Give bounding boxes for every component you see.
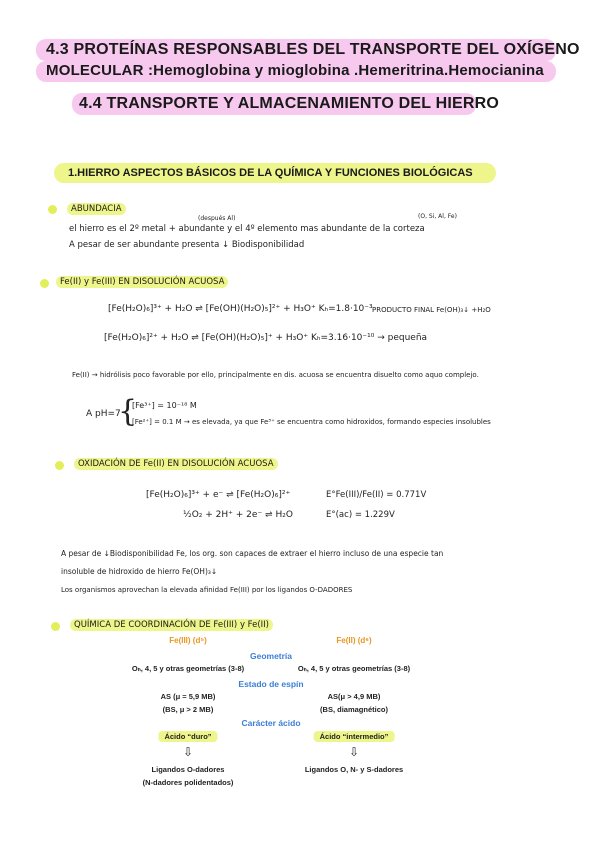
coord-acido-title: Carácter ácido: [241, 718, 301, 728]
equation-oxygen-potential: E°(ac) = 1.229V: [326, 510, 395, 520]
abundancia-annotation-top: (después Al): [198, 215, 236, 222]
coord-ligandos-fe3-sub: (N-dadores polidentados): [142, 778, 234, 787]
coord-geometria-fe2: Oₕ, 4, 5 y otras geometrías (3-8): [297, 664, 411, 673]
fe2-hydrolysis-text: Fe(II) → hidrólisis poco favorable por ello, principalmente en dis. acuosa se encuentra disuelto como aquo complejo.: [72, 371, 479, 379]
equation-fe3-product-note: PRODUCTO FINAL Fe(OH)₃↓ +H₂O: [372, 306, 491, 314]
bullet-fe-acuosa: [40, 279, 49, 288]
coord-acido-fe2: Ácido “intermedio”: [314, 731, 395, 742]
coord-geometria-title: Geometría: [249, 651, 293, 661]
oxidacion-paragraph1-line1: A pesar de ↓Biodisponibilidad Fe, los org. son capaces de extraer el hierro incluso de una especie tan: [61, 549, 444, 558]
heading-4-3-line2: MOLECULAR :Hemoglobina y mioglobina .Hemeritrina.Hemocianina: [46, 62, 544, 79]
coord-col-fe2: Fe(II) (d⁶): [336, 636, 372, 645]
ph-label: A pH=7: [86, 409, 121, 419]
equation-fe3-hydrolysis: [Fe(H₂O)₆]³⁺ + H₂O ⇌ [Fe(OH)(H₂O)₅]²⁺ + H₃O⁺ Kₕ=1.8·10⁻³: [108, 304, 373, 314]
coord-col-fe3: Fe(III) (d⁵): [169, 636, 207, 645]
label-coordinacion: QUÍMICA DE COORDINACIÓN DE Fe(III) y Fe(II): [70, 619, 273, 631]
oxidacion-paragraph2: Los organismos aprovechan la elevada afinidad Fe(III) por los ligandos O-DADORES: [61, 586, 353, 594]
coord-espin-title: Estado de espín: [238, 679, 304, 689]
abundancia-annotation-right: (O, Si, Al, Fe): [418, 213, 457, 220]
bullet-oxidacion: [55, 461, 64, 470]
oxidacion-paragraph1-line2: insoluble de hidroxido de hierro Fe(OH)₃↓: [61, 567, 218, 576]
label-abundancia: ABUNDACIA: [67, 203, 126, 215]
label-fe-acuosa: Fe(II) y Fe(III) EN DISOLUCIÓN ACUOSA: [56, 276, 228, 288]
label-oxidacion: OXIDACIÓN DE Fe(II) EN DISOLUCIÓN ACUOSA: [74, 458, 278, 470]
equation-oxygen: ½O₂ + 2H⁺ + 2e⁻ ⇌ H₂O: [183, 510, 293, 520]
equation-fe-redox-potential: E°Fe(III)/Fe(II) = 0.771V: [326, 490, 427, 500]
abundancia-line2: A pesar de ser abundante presenta ↓ Biodisponibilidad: [69, 240, 305, 250]
coord-espin-fe2-bs: (BS, diamagnético): [320, 705, 388, 714]
coord-ligandos-fe2: Ligandos O, N- y S-dadores: [304, 765, 404, 774]
bullet-coordinacion: [51, 622, 60, 631]
coord-espin-fe3-as: AS (μ = 5,9 MB): [160, 692, 216, 701]
heading-4-3-line1: 4.3 PROTEÍNAS RESPONSABLES DEL TRANSPORTE DEL OXÍGENO: [46, 41, 580, 58]
equation-fe2-hydrolysis: [Fe(H₂O)₆]²⁺ + H₂O ⇌ [Fe(OH)(H₂O)₅]⁺ + H₃O⁺ Kₕ=3.16·10⁻¹⁰ → pequeña: [104, 333, 428, 343]
ph-fe3-concentration: [Fe³⁺] = 10⁻¹⁸ M: [132, 401, 197, 410]
coord-ligandos-fe3: Ligandos O-dadores: [151, 765, 225, 774]
ph-brace: {: [118, 394, 138, 429]
coord-acido-fe3: Ácido “duro”: [158, 731, 217, 742]
section-1-title: 1.HIERRO ASPECTOS BÁSICOS DE LA QUÍMICA Y FUNCIONES BIOLÓGICAS: [68, 167, 473, 179]
bullet-abundancia: [48, 205, 57, 214]
coord-espin-fe3-bs: (BS, μ > 2 MB): [162, 705, 214, 714]
coord-geometria-fe3: Oₕ, 4, 5 y otras geometrías (3-8): [131, 664, 245, 673]
coord-arrow-fe3: ⇩: [182, 745, 194, 759]
heading-4-4: 4.4 TRANSPORTE Y ALMACENAMIENTO DEL HIERRO: [79, 95, 500, 112]
ph-fe2-concentration: [Fe²⁺] = 0.1 M → es elevada, ya que Fe³⁺ se encuentra como hidroxidos, formando especies insolubles: [132, 418, 491, 426]
equation-fe-redox: [Fe(H₂O)₆]³⁺ + e⁻ ⇌ [Fe(H₂O)₆]²⁺: [146, 490, 291, 500]
abundancia-line1: el hierro es el 2º metal + abundante y el 4º elemento mas abundante de la corteza: [69, 224, 425, 234]
coord-espin-fe2-as: AS(μ > 4,9 MB): [327, 692, 381, 701]
coord-arrow-fe2: ⇩: [348, 745, 360, 759]
